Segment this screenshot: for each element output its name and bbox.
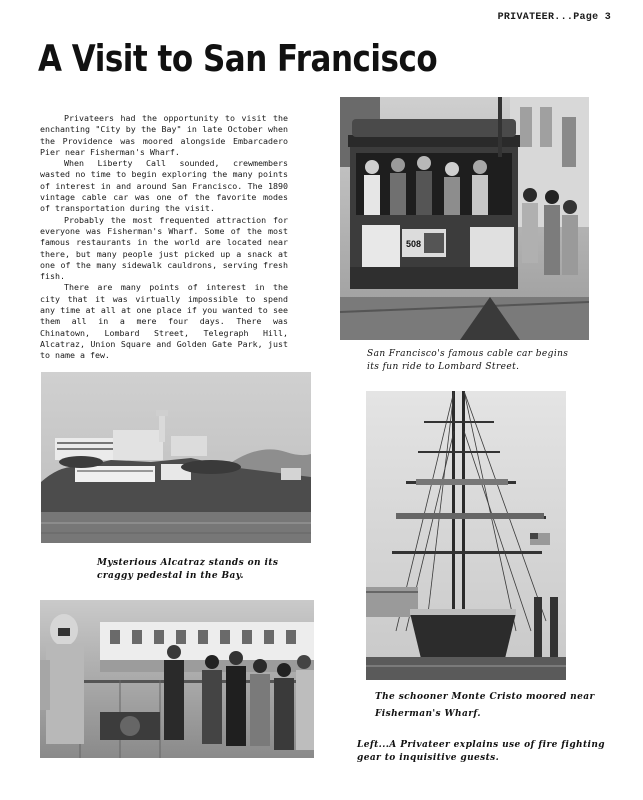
caption-line: craggy pedestal in the Bay. xyxy=(97,571,244,581)
paragraph: When Liberty Call sounded, crewmembers wasted no time to begin exploring the many points of interest in and around San Francisco. The 1890 vintage cable car was one of the favorite modes of transportation during the visit. xyxy=(40,158,288,214)
alcatraz-photo xyxy=(41,372,311,543)
schooner-caption xyxy=(375,689,595,723)
schooner-illustration xyxy=(366,391,566,680)
alcatraz-caption xyxy=(97,557,278,583)
caption-line: Fisherman's Wharf. xyxy=(375,709,481,719)
car-number: 508 xyxy=(406,239,422,249)
article-body xyxy=(40,113,288,362)
firefighting-illustration xyxy=(40,600,314,758)
caption-line: San Francisco's famous cable car begins xyxy=(367,349,569,359)
paragraph: There are many points of interest in the city that it was virtually impossible to spend any time at all at one place if you wanted to see them all in a mere four days. There was Chinatown, Lombard Street, Telegraph Hill, Alcatraz, Union Square and Golden Gate Park, just to name a few. xyxy=(40,282,288,361)
running-head: PRIVATEER...Page 3 xyxy=(497,12,611,23)
paragraph: Probably the most frequented attraction for everyone was Fisherman's Wharf. Some of the most famous restaurants in the world are located near there, but many people just picked up a snack at one of the many sidewalk cauldrons, serving fresh fish. xyxy=(40,214,288,282)
alcatraz-illustration xyxy=(41,372,311,543)
caption-line: Mysterious Alcatraz stands on its xyxy=(97,558,279,568)
article-title: A Visit to San Francisco xyxy=(38,38,438,81)
paragraph: Privateers had the opportunity to visit the enchanting "City by the Bay" in late October when the Providence was moored alongside Embarcadero Pier near Fisherman's Wharf. xyxy=(40,113,288,157)
caption-line: its fun ride to Lombard Street. xyxy=(367,362,520,372)
schooner-photo xyxy=(366,391,566,680)
caption-line: Left...A Privateer explains use of fire fighting xyxy=(357,740,605,750)
cable-car-photo xyxy=(340,97,589,340)
firefighting-photo xyxy=(40,600,314,758)
caption-line: The schooner Monte Cristo moored near xyxy=(375,692,595,702)
caption-line: gear to inquisitive guests. xyxy=(357,753,500,763)
cable-car-caption xyxy=(367,348,568,374)
cable-car-illustration xyxy=(340,97,589,340)
firefighting-caption xyxy=(357,739,605,765)
